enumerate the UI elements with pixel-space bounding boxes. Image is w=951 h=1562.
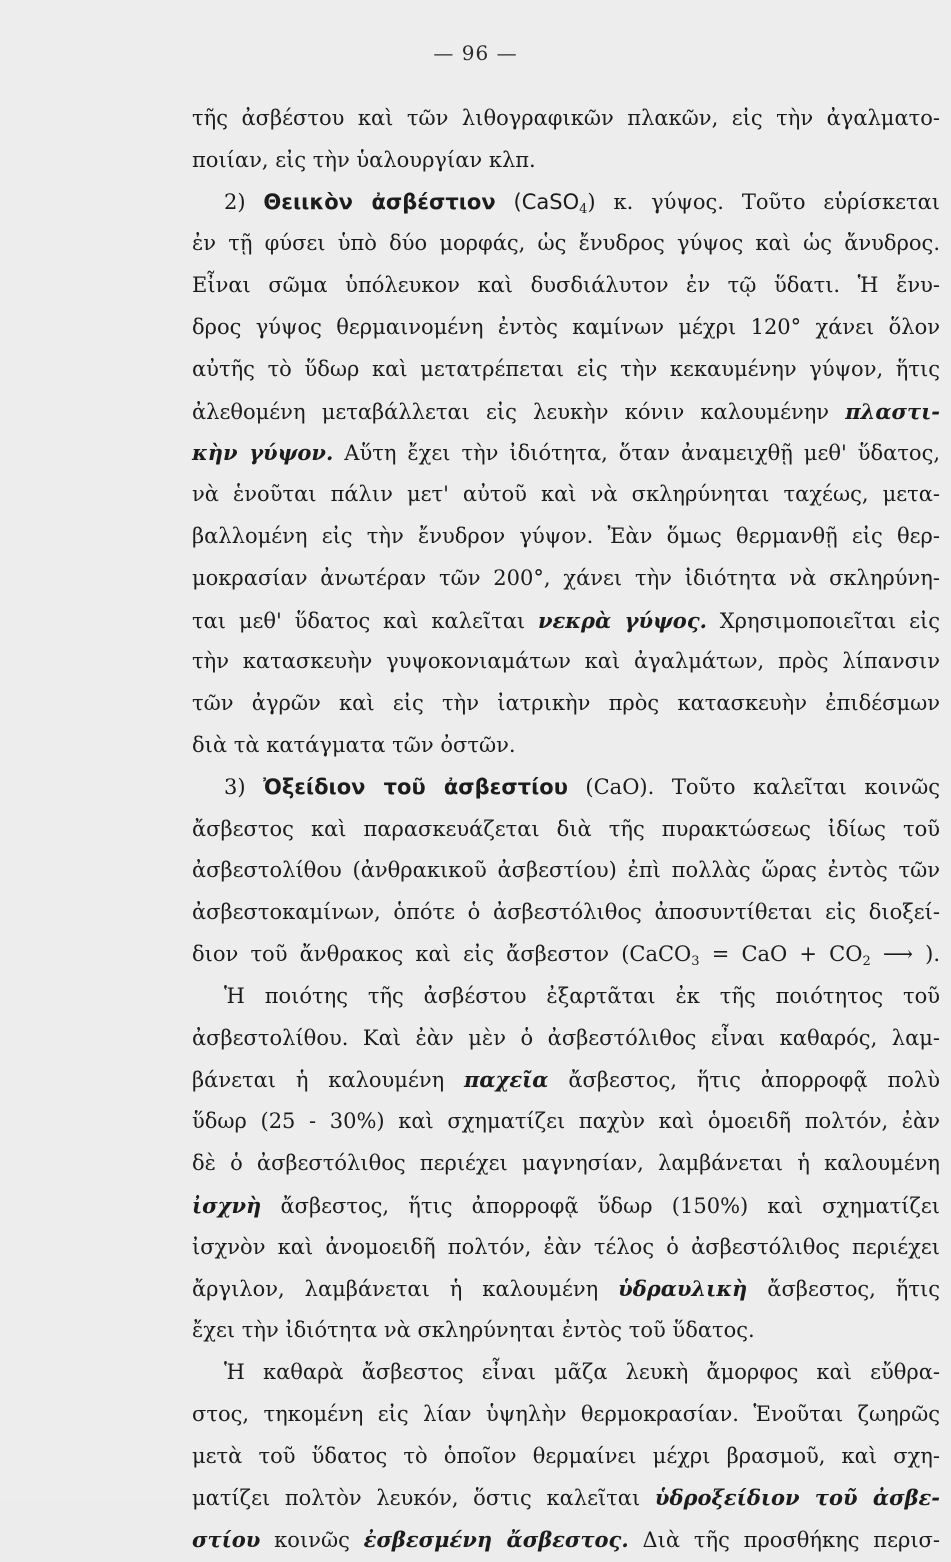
text-segment: στος, τηκομένη εἰς λίαν ὑψηλὴν θερμοκρασίαν. Ἑνοῦται ζωηρῶς: [192, 1401, 940, 1426]
text-segment: ἄργιλον, λαμβάνεται ἡ καλουμένη: [192, 1277, 619, 1302]
text-segment: τῆς ἀσβέστου καὶ τῶν λιθογραφικῶν πλακῶν, εἰς τὴν ἀγαλματο-: [192, 106, 940, 130]
text-line: [192, 1477, 940, 1519]
text-line: [192, 223, 940, 265]
text-segment: 2: [862, 953, 871, 969]
text-line: [192, 474, 940, 516]
text-line: [192, 265, 940, 307]
text-line: [192, 1227, 940, 1269]
text-segment: νὰ ἑνοῦται πάλιν μετ' αὐτοῦ καὶ νὰ σκληρύνηται ταχέως, μετα-: [192, 482, 940, 507]
text-segment: μετὰ τοῦ ὕδατος τὸ ὁποῖον θερμαίνει μέχρι βρασμοῦ, καὶ σχη-: [192, 1443, 940, 1468]
text-segment: ἀσβεστολίθου. Καὶ ἐὰν μὲν ὁ ἀσβεστόλιθος εἶναι καθαρός, λαμ-: [192, 1025, 940, 1050]
text-segment: δὲ ὁ ἀσβεστόλιθος περιέχει μαγνησίαν, λαμβάνεται ἡ καλουμένη: [192, 1150, 940, 1175]
text-segment: ) κ. γύψος. Τοῦτο εὑρίσκεται: [587, 189, 940, 214]
text-line: [192, 558, 940, 600]
emphasized-term: ὑδροξείδιον τοῦ ἀσβε-: [654, 1485, 941, 1511]
page-number: — 96 —: [433, 41, 518, 65]
text-line: [192, 1018, 940, 1060]
text-line: [192, 1310, 940, 1352]
text-line: [192, 1352, 940, 1394]
text-line: [192, 1394, 940, 1436]
text-line: [192, 98, 940, 140]
section-heading: Ὀξείδιον τοῦ ἀσβεστίου: [263, 774, 568, 799]
text-line: [192, 892, 940, 934]
emphasized-term: ἐσβεσμένη ἄσβεστος.: [363, 1527, 629, 1553]
text-line: [192, 516, 940, 558]
text-segment: ὕδωρ (25 - 30%) καὶ σχηματίζει παχὺν καὶ ὁμοειδῆ πολτόν, ἐὰν: [192, 1109, 940, 1134]
text-segment: Διὰ τῆς προσθήκης περισ-: [628, 1528, 940, 1553]
emphasized-term: πλαστι-: [845, 398, 940, 424]
text-segment: δρος γύψος θερμαινομένη ἐντὸς καμίνων μέχρι 120° χάνει ὅλον: [192, 314, 940, 339]
emphasized-term: ἰσχνὴ: [192, 1192, 262, 1218]
text-line: [192, 600, 940, 642]
text-line: [192, 1436, 940, 1478]
text-segment: Ἡ καθαρὰ ἄσβεστος εἶναι μᾶζα λευκὴ ἄμορφος καὶ εὔθρα-: [224, 1359, 940, 1384]
text-segment: Εἶναι σῶμα ὑπόλευκον καὶ δυσδιάλυτον ἐν τῷ ὕδατι. Ἡ ἔνυ-: [192, 273, 940, 298]
text-line: [192, 182, 940, 224]
text-segment: ⟶ ).: [870, 941, 941, 966]
text-segment: ἀλεθομένη μεταβάλλεται εἰς λευκὴν κόνιν καλουμένην: [192, 399, 846, 424]
text-line: [192, 1143, 940, 1185]
text-segment: διον τοῦ ἄνθρακος καὶ εἰς ἄσβεστον (CaCO: [192, 941, 692, 966]
text-segment: διὰ τὰ κατάγματα τῶν ὀστῶν.: [192, 732, 516, 757]
text-segment: κοινῶς: [260, 1528, 364, 1553]
text-line: [192, 391, 940, 433]
text-segment: ματίζει πολτὸν λευκόν, ὅστις καλεῖται: [192, 1486, 655, 1511]
text-line: [192, 1268, 940, 1310]
text-line: [192, 432, 940, 474]
text-line: [192, 1059, 940, 1101]
text-segment: Αὕτη ἔχει τὴν ἰδιότητα, ὅταν ἀναμειχθῇ μεθ' ὕδατος,: [333, 441, 941, 466]
text-segment: Χρησιμοποιεῖται εἰς: [706, 608, 940, 633]
text-segment: τῶν ἀγρῶν καὶ εἰς τὴν ἰατρικὴν πρὸς κατασκευὴν ἐπιδέσμων: [192, 691, 940, 716]
text-segment: βαλλομένη εἰς τὴν ἔνυδρον γύψον. Ἐὰν ὅμως θερμανθῇ εἰς θερ-: [192, 523, 940, 548]
text-line: [192, 683, 940, 725]
text-segment: ἄσβεστος καὶ παρασκευάζεται διὰ τῆς πυρακτώσεως ἰδίως τοῦ: [192, 816, 940, 841]
emphasized-term: ὑδραυλικὴ: [618, 1276, 748, 1302]
emphasized-term: κὴν γύψον.: [192, 440, 334, 466]
text-segment: ἄσβεστος, ἥτις: [747, 1277, 940, 1302]
text-segment: αὐτῆς τὸ ὕδωρ καὶ μετατρέπεται εἰς τὴν κεκαυμένην γύψον, ἥτις: [192, 356, 940, 381]
text-segment: ται μεθ' ὕδατος καὶ καλεῖται: [192, 608, 538, 633]
text-segment: 4: [579, 201, 588, 217]
text-line: [192, 1519, 940, 1561]
text-segment: βάνεται ἡ καλουμένη: [192, 1068, 465, 1093]
text-line: [192, 976, 940, 1018]
text-line: [192, 767, 940, 809]
text-line: [192, 934, 940, 976]
text-segment: ἀσβεστολίθου (ἀνθρακικοῦ ἀσβεστίου) ἐπὶ πολλὰς ὥρας ἐντὸς τῶν: [192, 858, 940, 883]
body-text: [192, 98, 941, 1553]
section-heading: Θειικὸν ἀσβέστιον: [263, 189, 496, 214]
text-segment: 2): [224, 189, 264, 214]
text-segment: ἄσβεστος, ἥτις ἀπορροφᾷ πολὺ: [548, 1068, 940, 1093]
text-line: [192, 725, 940, 767]
text-line: [192, 1185, 940, 1227]
text-line: [192, 349, 940, 391]
text-line: [192, 307, 940, 349]
text-segment: ἄσβεστος, ἥτις ἀπορροφᾷ ὕδωρ (150%) καὶ σχηματίζει: [261, 1193, 940, 1218]
text-segment: (CaSO: [495, 189, 580, 214]
text-segment: ἰσχνὸν καὶ ἀνομοειδῆ πολτόν, ἐὰν τέλος ὁ ἀσβεστόλιθος περιέχει: [192, 1234, 940, 1259]
emphasized-term: στίου: [192, 1527, 261, 1553]
text-segment: ἀσβεστοκαμίνων, ὁπότε ὁ ἀσβεστόλιθος ἀποσυντίθεται εἰς διοξεί-: [192, 900, 940, 925]
text-segment: μοκρασίαν ἀνωτέραν τῶν 200°, χάνει τὴν ἰδιότητα νὰ σκληρύνη-: [192, 565, 940, 590]
text-line: [192, 1101, 940, 1143]
text-line: [192, 809, 940, 851]
text-segment: 3): [224, 774, 264, 799]
emphasized-term: νεκρὰ γύψος.: [537, 607, 707, 633]
text-line: [192, 850, 940, 892]
emphasized-term: παχεῖα: [464, 1067, 549, 1093]
text-segment: ποιίαν, εἰς τὴν ὑαλουργίαν κλπ.: [192, 147, 536, 172]
text-segment: τὴν κατασκευὴν γυψοκονιαμάτων καὶ ἀγαλμάτων, πρὸς λίπανσιν: [192, 649, 940, 674]
text-line: [192, 641, 940, 683]
text-segment: ἐν τῇ φύσει ὑπὸ δύο μορφάς, ὡς ἔνυδρος γύψος καὶ ὡς ἄνυδρος.: [192, 231, 940, 256]
text-segment: ἔχει τὴν ἰδιότητα νὰ σκληρύνηται ἐντὸς τοῦ ὕδατος.: [192, 1318, 755, 1343]
text-line: [192, 140, 940, 182]
text-segment: 3: [691, 953, 700, 969]
text-segment: = CaO + CO: [699, 941, 863, 966]
text-segment: Ἡ ποιότης τῆς ἀσβέστου ἐξαρτᾶται ἐκ τῆς ποιότητος τοῦ: [224, 983, 940, 1008]
text-segment: (CaO). Τοῦτο καλεῖται κοινῶς: [567, 774, 940, 799]
